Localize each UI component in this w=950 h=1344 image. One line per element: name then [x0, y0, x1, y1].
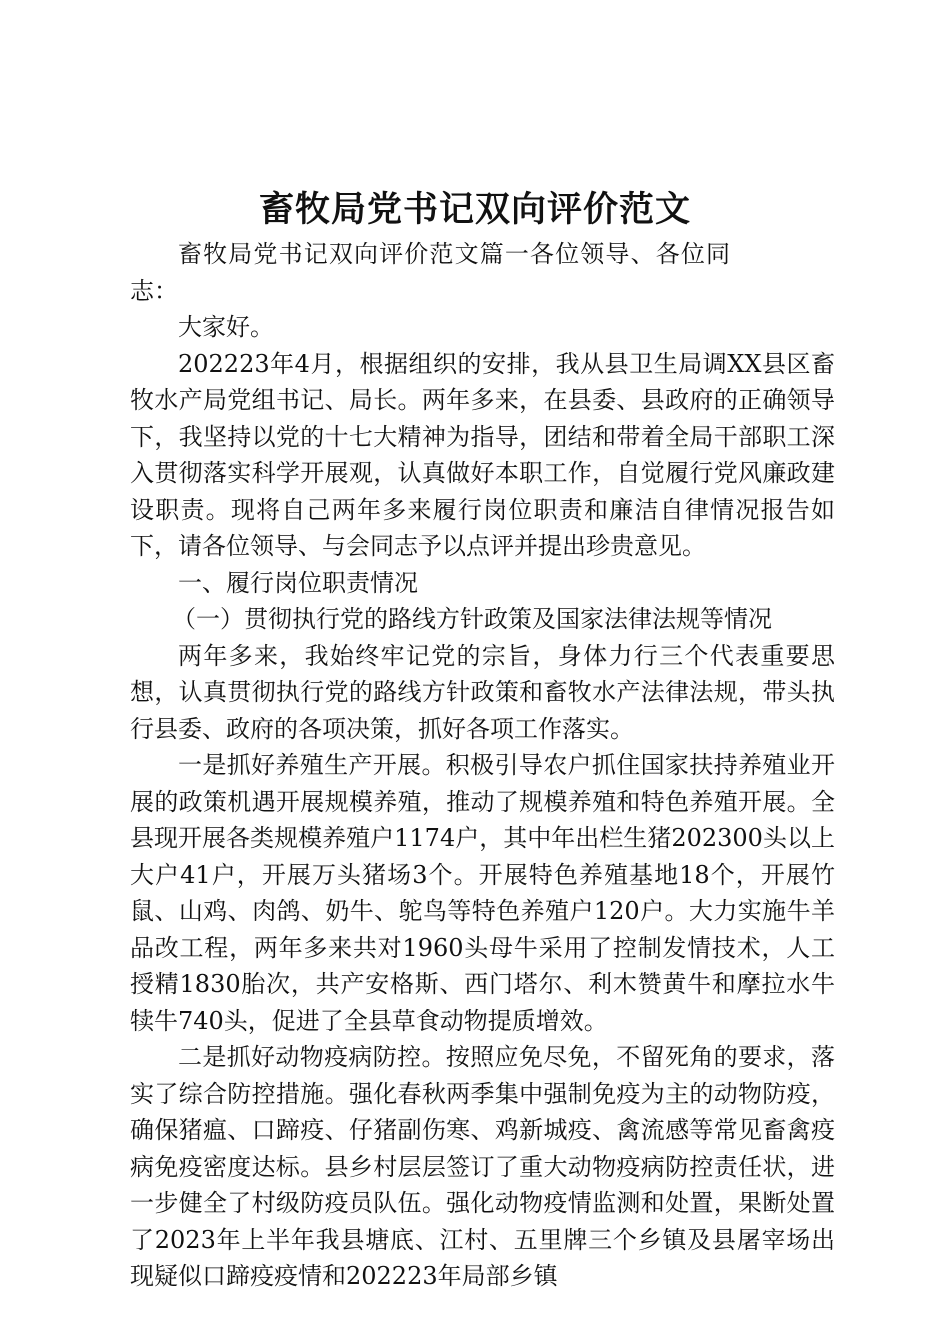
- document-title: 畜牧局党书记双向评价范文: [258, 189, 691, 230]
- paragraph-hello: 大家好。: [178, 313, 274, 341]
- document-body: [130, 236, 835, 1295]
- paragraph-breeding: 一是抓好养殖生产开展。积极引导农户抓住国家扶持养殖业开展的政策机遇开展规模养殖，推动了规模养殖和特色养殖开展。全县现开展各类规模养殖户1174户，其中年出栏生猪202300头以上大户41户，开展万头猪场3个。开展特色养殖基地18个，开展竹鼠、山鸡、肉鸽、奶牛、鸵鸟等特色养殖户120户。大力实施牛羊品改工程，两年多来共对1960头母牛采用了控制发情技术，人工授精1830胎次，共产安格斯、西门塔尔、利木赞黄牛和摩拉水牛犊牛740头，促进了全县草食动物提质增效。: [130, 751, 835, 1035]
- section-heading: 一、履行岗位职责情况: [178, 568, 418, 597]
- subsection-heading: （一）贯彻执行党的路线方针政策及国家法律法规等情况: [172, 605, 772, 633]
- paragraph-intro: 202223年4月，根据组织的安排，我从县卫生局调XX县区畜牧水产局党组书记、局长。两年多来，在县委、县政府的正确领导下，我坚持以党的十七大精神为指导，团结和带着全局干部职工深入贯彻落实科学开展观，认真做好本职工作，自觉履行党风廉政建设职责。现将自己两年多来履行岗位职责和廉洁自律情况报告如下，请各位领导、与会同志予以点评并提出珍贵意见。: [130, 349, 835, 560]
- paragraph-overview: 两年多来，我始终牢记党的宗旨，身体力行三个代表重要思想，认真贯彻执行党的路线方针政策和畜牧水产法律法规，带头执行县委、政府的各项决策，抓好各项工作落实。: [130, 641, 835, 743]
- paragraph-greeting: 畜牧局党书记双向评价范文篇一各位领导、各位同志：: [130, 240, 730, 305]
- paragraph-disease-control: 二是抓好动物疫病防控。按照应免尽免，不留死角的要求，落实了综合防控措施。强化春秋两季集中强制免疫为主的动物防疫，确保猪瘟、口蹄疫、仔猪副伤寒、鸡新城疫、禽流感等常见畜禽疫病免疫密度达标。县乡村层层签订了重大动物疫病防控责任状，进一步健全了村级防疫员队伍。强化动物疫情监测和处置，果断处置了2023年上半年我县塘底、江村、五里牌三个乡镇及县屠宰场出现疑似口蹄疫疫情和202223年局部乡镇: [130, 1043, 835, 1290]
